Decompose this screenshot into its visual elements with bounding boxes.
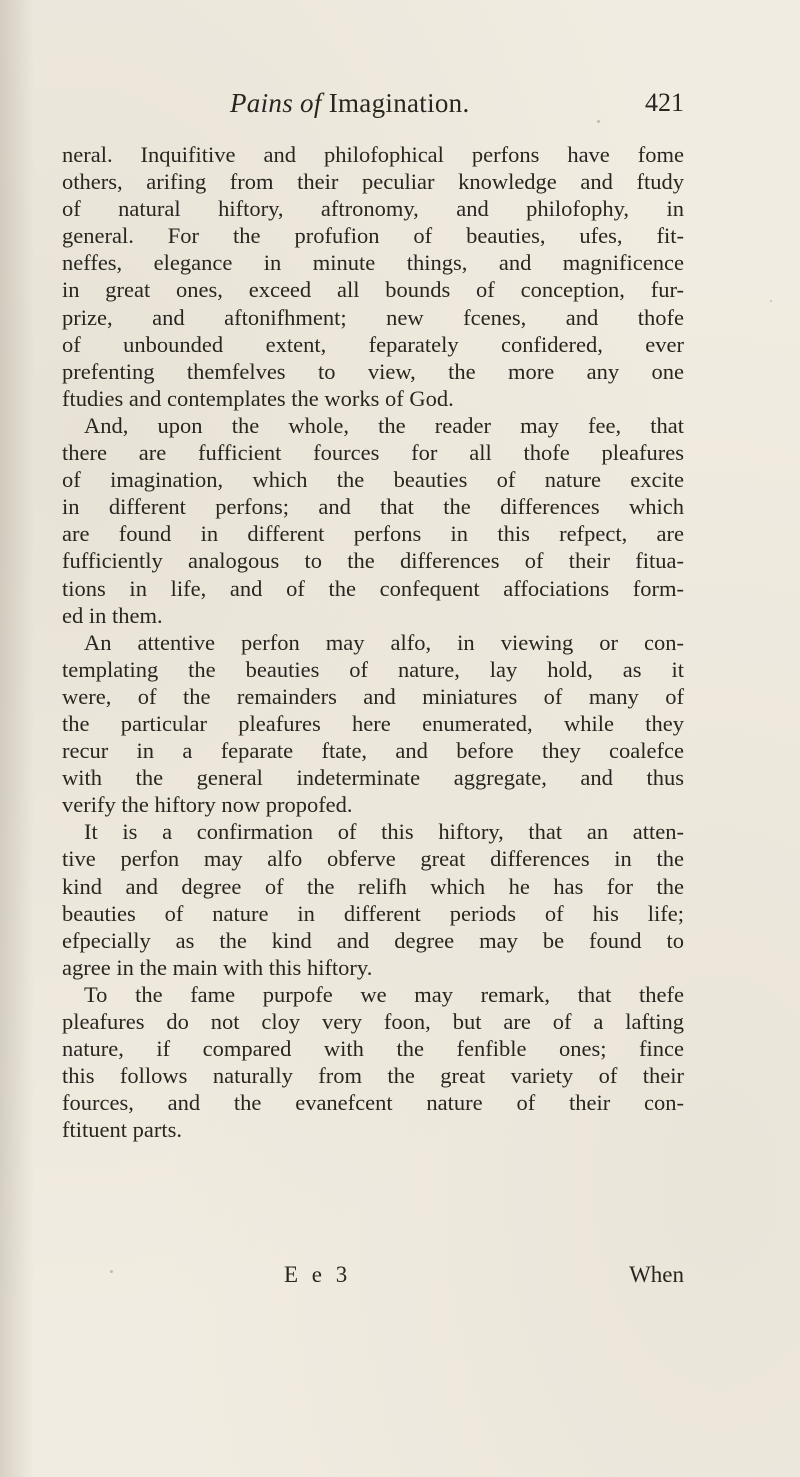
text-line: templating the beauties of nature, lay hold, as it [62, 656, 684, 682]
text-line: ftituent parts. [62, 1117, 182, 1143]
text-line: others, arifing from their peculiar knowledge and ftudy [62, 169, 684, 195]
text-line: neffes, elegance in minute things, and magnificence [62, 250, 684, 276]
text-line: there are fufficient fources for all thofe pleafures [62, 440, 684, 466]
text-line: kind and degree of the relifh which he has for the [62, 873, 684, 899]
running-title-italic: Pains of [230, 88, 322, 118]
text-line: are found in different perfons in this refpect, are [62, 521, 684, 547]
text-line: It is a confirmation of this hiftory, that an atten- [84, 819, 684, 845]
text-line: agree in the main with this hiftory. [62, 954, 373, 980]
text-line: tive perfon may alfo obferve great differences in the [62, 846, 684, 872]
paper-speck [90, 770, 92, 772]
text-line: And, upon the whole, the reader may fee, that [84, 412, 684, 438]
running-title [230, 88, 470, 119]
body-text [62, 141, 684, 1143]
text-line: verify the hiftory now propofed. [62, 792, 353, 818]
paper-speck [110, 1270, 113, 1273]
text-line: nature, if compared with the fenfible ones; fince [62, 1036, 684, 1062]
text-line: tions in life, and of the confequent affociations form- [62, 575, 684, 601]
catchword: When [629, 1262, 684, 1287]
paper-speck [597, 120, 600, 123]
text-line: in great ones, exceed all bounds of conception, fur- [62, 277, 684, 303]
text-line: ftudies and contemplates the works of God. [62, 385, 454, 411]
text-line: pleafures do not cloy very foon, but are of a lafting [62, 1009, 684, 1034]
running-head [62, 88, 684, 128]
text-line: general. For the profufion of beauties, ufes, fit- [62, 223, 684, 249]
text-line: prize, and aftonifhment; new fcenes, and thofe [62, 304, 684, 330]
text-line: recur in a feparate ftate, and before they coalefce [62, 738, 684, 764]
text-line: of imagination, which the beauties of nature excite [62, 467, 684, 493]
text-line: neral. Inquifitive and philofophical perfons have fome [62, 142, 684, 167]
text-line: ed in them. [62, 602, 163, 628]
paper-speck [770, 300, 772, 302]
text-line: An attentive perfon may alfo, in viewing or con- [84, 629, 684, 655]
text-line: beauties of nature in different periods of his life; [62, 900, 684, 926]
page-footer [62, 1262, 684, 1294]
page-number: 421 [645, 88, 684, 117]
running-title-roman: Imagination. [328, 88, 470, 118]
text-line: with the general indeterminate aggregate, and thus [62, 765, 684, 791]
text-line: To the fame purpofe we may remark, that thefe [84, 981, 684, 1007]
gutter-shadow [0, 0, 34, 1477]
signature-mark: E e 3 [284, 1262, 352, 1287]
text-line: of natural hiftory, aftronomy, and philofophy, in [62, 196, 684, 222]
text-line: were, of the remainders and miniatures of many of [62, 683, 684, 709]
text-line: in different perfons; and that the differences which [62, 494, 684, 520]
text-line: fufficiently analogous to the differences of their fitua- [62, 548, 684, 574]
text-line: the particular pleafures here enumerated, while they [62, 710, 684, 736]
text-line: prefenting themfelves to view, the more any one [62, 358, 684, 384]
text-line: fources, and the evanefcent nature of their con- [62, 1090, 684, 1116]
text-line: this follows naturally from the great variety of their [62, 1063, 684, 1089]
text-line: of unbounded extent, feparately confidered, ever [62, 331, 684, 357]
text-line: efpecially as the kind and degree may be found to [62, 927, 684, 953]
